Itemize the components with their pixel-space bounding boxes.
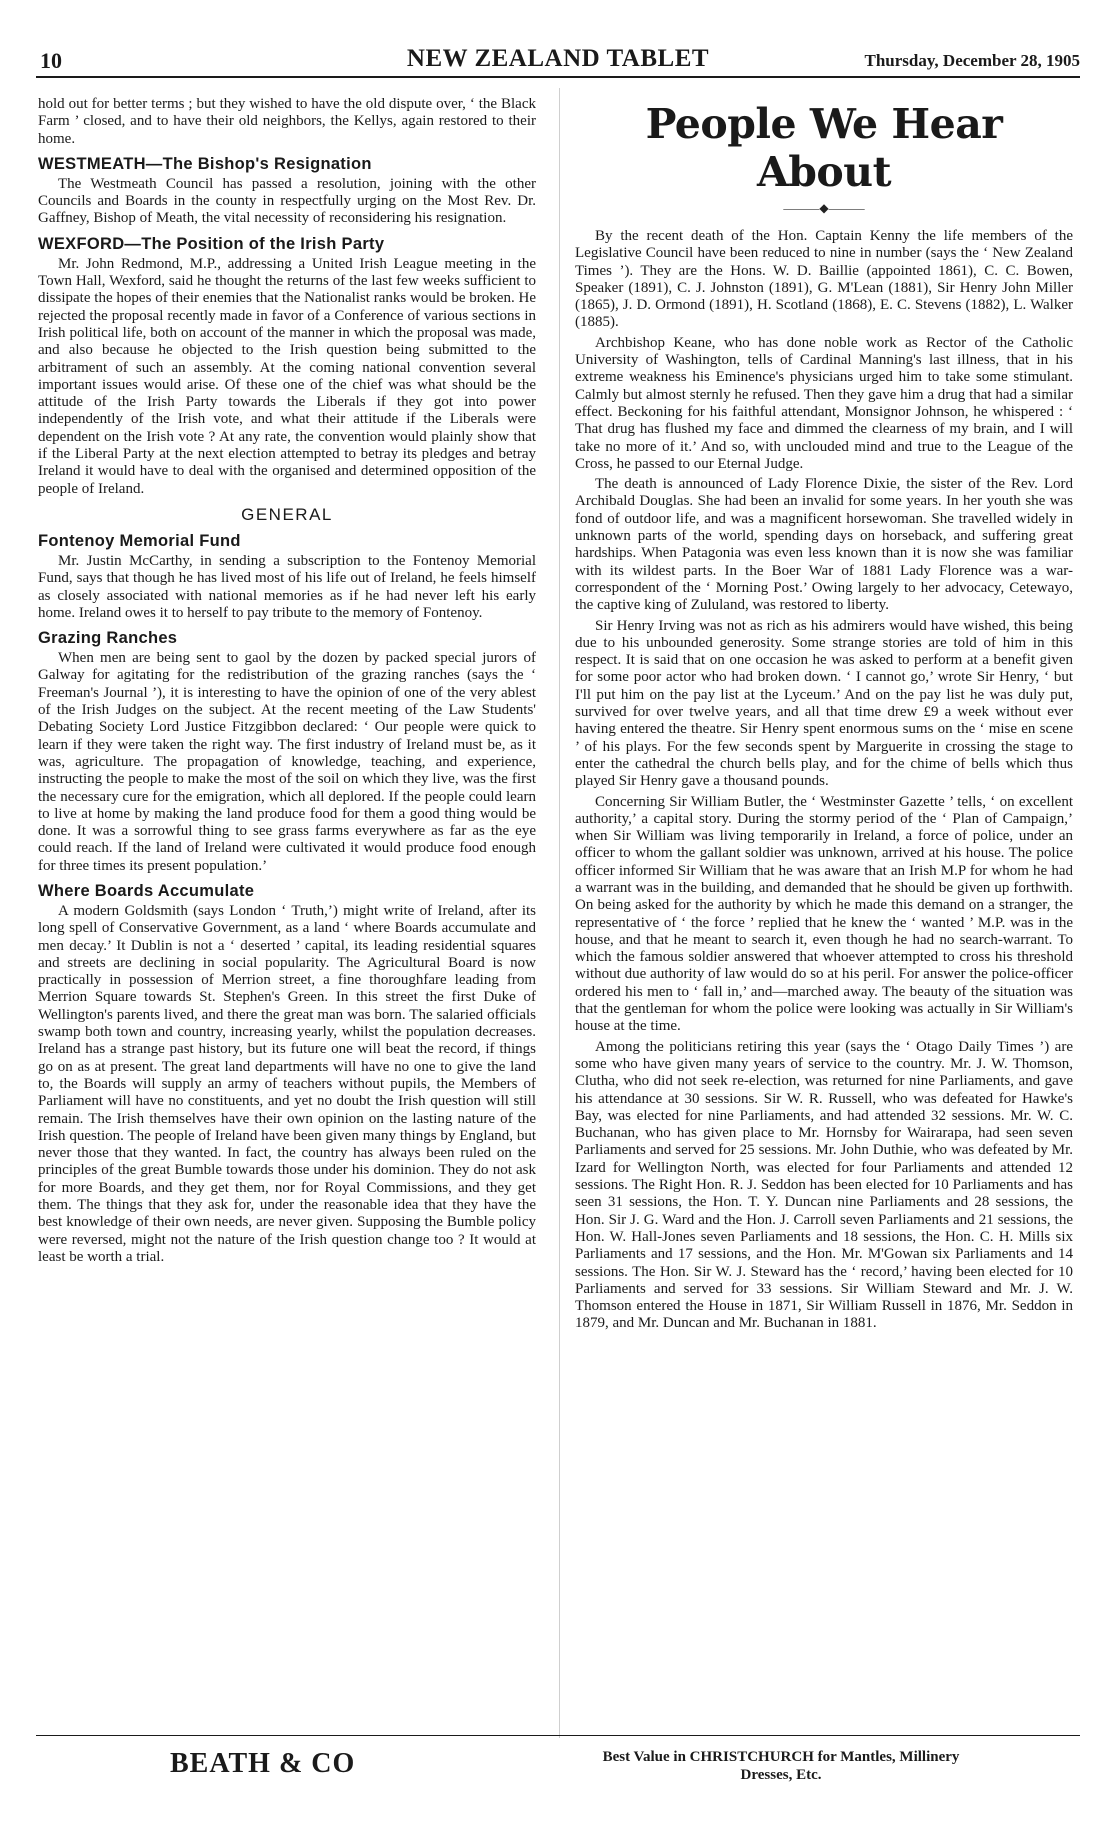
footer-rule [36,1735,1080,1736]
page-number: 10 [40,48,62,73]
boards-paragraph: A modern Goldsmith (says London ‘ Truth,’) might write of Ireland, after its long spell of Conservative Government, as a land ‘ where Boards accumulate and men decay.’ It Dublin is not a ‘ deserted ’ capital, its leading residential squares and streets are declining in social popularity. The Agricultural Board is now practically in possession of Merrion street, a fine thoroughfare leading from Merrion Square towards St. Stephen's Green. In this street the first Duke of Wellington's parents lived, and there the great man was born. The salaried officials swamp both town and country, increasing yearly, whilst the population decreases. Ireland has a strange past history, but its future one will beat the record, if things go on as at present. The great land departments will have no one to give the land to, the Boards will supply an army of teachers without pupils, the Members of Parliament will have no constituents, and yet no doubt the Irish question will still remain. The Irish themselves have their own opinion on the lasting nature of the Irish question. The people of Ireland have been given many things by England, but never those that they wanted. In fact, the country has always been ruled on the principles of the great Bumble towards those under his dominion. They do not ask for more Boards, and they get them, nor for Royal Commissions, and they get them. The things that they ask for, under the reasonable idea that they have the best knowledge of their own needs, are never given. Supposing the Bumble policy were reversed, might not the nature of the Irish question change too ? It would at least be worth a trial. [38,902,536,1265]
masthead-title: NEW ZEALAND TABLET [406,45,710,72]
section-title: People We Hear About [645,100,1003,196]
fontenoy-paragraph: Mr. Justin McCarthy, in sending a subscription to the Fontenoy Memorial Fund, says that though he has lived most of his life out of Ireland, he feels himself as closely associated with national memories as if he had never left his early home. Ireland owes it to herself to pay tribute to the memory of Fontenoy. [38,552,536,621]
grazing-heading: Grazing Ranches [38,629,178,648]
article-paragraph: Among the politicians retiring this year (says the ‘ Otago Daily Times ’) are some who have given many years of service to the country. Mr. J. W. Thomson, Clutha, who did not seek re-election, was returned for nine Parliaments, and gave his attendance at 30 sessions. Sir W. R. Russell, who was defeated for Hawke's Bay, was elected for nine Parliaments, and had attended 32 sessions. Mr. W. C. Buchanan, who has given place to Mr. Hornsby for Wairarapa, had seen seven Parliaments and served for 25 sessions. Mr. John Duthie, who was defeated by Mr. Izard for Wellington North, was elected for four Parliaments and attended 12 sessions. The Right Hon. R. J. Seddon has been elected for 10 Parliaments and has seen 31 sessions, the Hon. T. Y. Duncan nine Parliaments and 28 sessions, the Hon. Sir J. G. Ward and the Hon. J. Carroll seven Parliaments and 21 sessions, the Hon. W. Hall-Jones seven Parliaments and 18 sessions, the Hon. C. H. Mills six Parliaments and 17 sessions, and the Hon. Mr. M'Gowan six Parliaments and 14 sessions. The Hon. Sir W. J. Steward has the ‘ record,’ having been elected for 10 Parliaments and served for 33 sessions. Sir William Steward and Mr. J. W. Thomson entered the House in 1871, Sir William Russell in 1876, Mr. Seddon in 1879, and Mr. Duncan and Mr. Buchanan in 1881. [575,1038,1073,1332]
boards-heading: Where Boards Accumulate [38,881,255,900]
article-paragraph: Archbishop Keane, who has done noble work as Rector of the Catholic University of Washington, tells of Cardinal Manning's last illness, that in his extreme weakness his Eminence's physicians urged him to take some stimulant. Calmly but almost sternly he refused. Then they gave him a drug that had a similar effect. Beckoning for his faithful attendant, Monsignor Johnson, he whispered : ‘ That drug has flushed my face and dimmed the clearness of my brain, and I will take no more of it.’ And so, with unclouded mind and true to the League of the Cross, he passed to our Eternal Judge. [575,334,1073,472]
article-paragraph: Sir Henry Irving was not as rich as his admirers would have wished, this being due to his unbounded generosity. Some strange stories are told of him in this respect. It is said that on one occasion he was asked to perform at a benefit given for some poor actor who had broken down. ‘ I cannot go,’ wrote Sir Henry, ‘ but I'll put him on the pay list at the Lyceum.’ And on the pay list he was duly put, survived for over twelve years, and all that time drew £9 a week without ever having entered the theatre. Sir Henry spent enormous sums on the ‘ mise en scene ’ of his plays. For the few seconds spent by Marguerite in crossing the stage to enter the cathedral the church bells play, and for the chime of bells which thus played Sir Henry gave a thousand pounds. [575,617,1073,790]
advertisement-text [501,1748,1061,1784]
wexford-heading: WEXFORD—The Position of the Irish Party [38,234,385,253]
article-paragraph: The death is announced of Lady Florence Dixie, the sister of the Rev. Lord Archibald Douglas. She had been an invalid for some years. In her youth she was fond of outdoor life, and was a magnificent horsewoman. She travelled widely in unknown parts of the world, spending days on horseback, and suffering great hardships. When Patagonia was even less known than it is now she was familiar with its wildest parts. In the Boer War of 1881 Lady Florence was a war-correspondent of the ‘ Morning Post.’ Owing largely to her advocacy, Cetewayo, the captive king of Zululand, was restored to liberty. [575,476,1073,614]
grazing-paragraph: When men are being sent to gaol by the dozen by packed special jurors of Galway for agitating for the redistribution of the grazing ranches (says the ‘ Freeman's Journal ’), it is interesting to have the opinion of one of the very ablest of the Irish Judges on the subject. At the recent meeting of the Law Students' Debating Society Lord Justice Fitzgibbon declared: ‘ Our people were quick to learn if they were taken the right way. The first industry of Ireland must be, as it was, agriculture. The propagation of knowledge, teaching, and experience, instructing the people to make the most of the soil on which they live, was the first the necessary cure for the emigration, which all deplored. If the people could learn to live at home by making the land produce food for them a good thing would be done. It was a sorrowful thing to see grass farms everywhere as far as the eye could reach. If the land of Ireland were cultivated it would produce food enough for three times its present population.’ [38,650,536,874]
ornament-divider: ———◆——— [783,201,865,215]
page-header [36,38,1080,78]
issue-date: Thursday, December 28, 1905 [864,51,1080,70]
general-heading: GENERAL [241,504,333,524]
continued-paragraph: hold out for better terms ; but they wished to have the old dispute over, ‘ the Black Farm ’ closed, and to have their old neighbors, the Kellys, again restored to their home. [38,96,536,147]
wexford-paragraph: Mr. John Redmond, M.P., addressing a United Irish League meeting in the Town Hall, Wexford, said he thought the returns of the last few weeks sufficient to dissipate the hopes of their enemies that the Nationalist ranks would be broken. He rejected the proposal recently made in favor of a Conference of various sections in Irish political life, both on account of the manner in which the proposal was made, and also because he objected to the Irish question being submitted to the arbitrament of such an assembly. At the coming national convention several important issues would arise. Of these one of the chief was what should be the attitude of the Irish Party towards the Liberals if they got into power independently of the Irish vote, and what their attitude if the Liberals were dependent on the Irish vote ? At any rate, the convention would plainly show that if the Liberal Party at the next election attempted to betray its pledges and betray Ireland it would have to deal with the organised and determined opposition of the people of Ireland. [38,255,536,497]
column-divider [559,88,560,1738]
ad-line-2: Dresses, Etc. [740,1767,822,1783]
left-column [38,96,536,1728]
westmeath-heading: WESTMEATH—The Bishop's Resignation [38,154,372,173]
right-column [575,96,1073,1728]
advertiser-name: BEATH & CO [170,1748,356,1779]
ad-line-1: Best Value in CHRISTCHURCH for Mantles, Millinery [602,1749,960,1765]
fontenoy-heading: Fontenoy Memorial Fund [38,531,241,550]
article-paragraph: By the recent death of the Hon. Captain Kenny the life members of the Legislative Council have been reduced to nine in number (says the ‘ New Zealand Times ’). They are the Hons. W. D. Baillie (appointed 1861), C. C. Bowen, Speaker (1891), C. J. Johnston (1891), G. M'Lean (1881), Sir Henry John Miller (1865), J. D. Ormond (1891), H. Scotland (1868), E. C. Stevens (1882), L. Walker (1885). [575,228,1073,331]
westmeath-paragraph: The Westmeath Council has passed a resolution, joining with the other Councils and Boards in the county in respectfully urging on the Most Rev. Dr. Gaffney, Bishop of Meath, the vital necessity of reconsidering his resignation. [38,175,536,227]
header-rule [36,76,1080,78]
article-paragraph: Concerning Sir William Butler, the ‘ Westminster Gazette ’ tells, ‘ on excellent authority,’ a capital story. During the stormy period of the ‘ Plan of Campaign,’ when Sir William was living temporarily in Ireland, a force of police, under an officer to whom the gallant soldier was unknown, arrived at his house. The police officer informed Sir William that he was aware that an Irish M.P for whom he had a warrant was in the building, and demanded that he should be given up forthwith. On being asked for the authority by which he made this demand on a stranger, the representative of ‘ the force ’ replied that he knew the ‘ wanted ’ M.P. was in the house, and that he meant to search it, even though he had no search-warrant. To which the famous soldier answered that whoever attempted to cross his threshold without due authority of law would do so at his peril. For answer the police-officer ordered his men to ‘ fall in,’ and—marched away. The beauty of the situation was that the gentleman for whom the police were looking was actually in Sir William's house at the time. [575,793,1073,1035]
